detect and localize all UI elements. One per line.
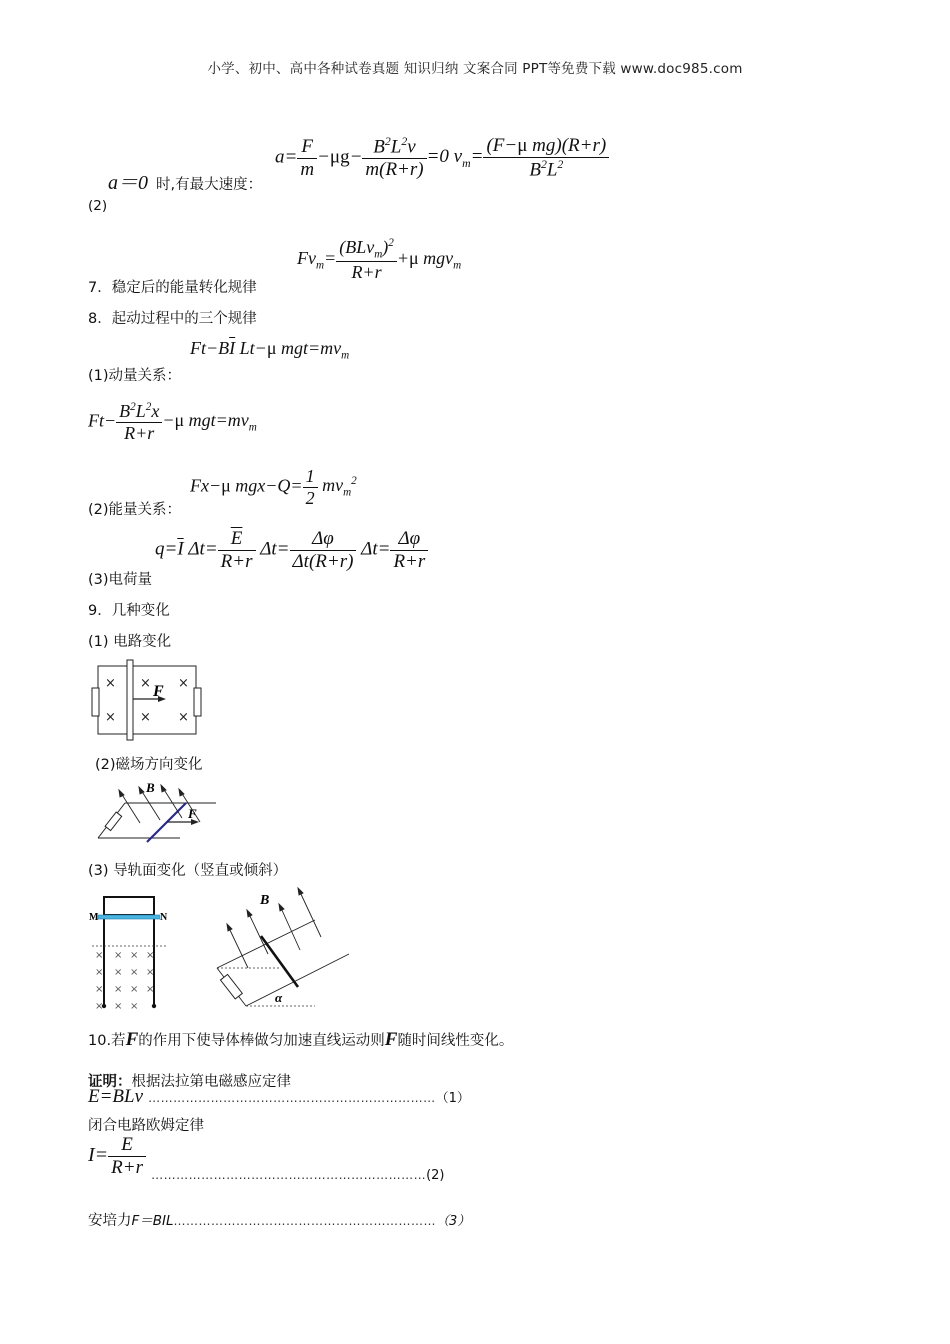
proof-head: 证明： xyxy=(88,1074,132,1090)
svg-text:×: × xyxy=(140,676,151,691)
force-label-f2: F xyxy=(188,806,197,821)
svg-text:×: × xyxy=(178,676,189,691)
svg-text:×: × xyxy=(95,967,104,978)
section-7-label: 7．稳定后的能量转化规律 xyxy=(88,280,257,296)
svg-text:×: × xyxy=(114,984,123,995)
item-number-2: (2) xyxy=(88,198,108,214)
section-9-label: 9．几种变化 xyxy=(88,603,170,619)
faraday-law-label: 根据法拉第电磁感应定律 xyxy=(131,1074,291,1090)
section-10-mid: 的作用下使导体棒做匀加速直线运动则 xyxy=(138,1033,385,1049)
energy-equation: Fx−μ mgx−Q= $\frac{1}{2}$ $mv_m^2$ xyxy=(190,466,357,508)
rail-plane-label: (3) 导轨面变化（竖直或倾斜） xyxy=(88,863,288,879)
svg-text:×: × xyxy=(178,710,189,725)
energy-label: (2)能量关系： xyxy=(88,502,182,518)
n-label: N xyxy=(160,912,168,923)
max-speed-label: 时,有最大速度： xyxy=(156,177,263,193)
section-10-suffix: 随时间线性变化。 xyxy=(397,1033,514,1049)
momentum-label: (1)动量关系： xyxy=(88,368,182,384)
max-speed-equation: a= $\frac{F}{m}$ −μg− $\frac{B^2L^2v}{m(R+r)}$ =0 $v_m=$ $\frac{\text{(F−μ mg)(R+r)}}{B^2L^2}$ xyxy=(275,135,609,181)
svg-text:×: × xyxy=(114,1001,123,1012)
momentum-equation-2: Ft− $\frac{B^2L^2x}{R+r}$ −μ $mgt=mv_m$ xyxy=(88,401,257,443)
svg-text:×: × xyxy=(130,1001,139,1012)
svg-text:×: × xyxy=(140,710,151,725)
circuit-change-label: (1) 电路变化 xyxy=(88,634,172,650)
svg-text:×: × xyxy=(95,950,104,961)
svg-text:×: × xyxy=(146,950,155,961)
svg-text:×: × xyxy=(146,984,155,995)
force-symbol-2: F xyxy=(384,1029,398,1050)
svg-text:×: × xyxy=(95,984,104,995)
eq1-tag: （1） xyxy=(435,1091,470,1106)
svg-text:×: × xyxy=(114,950,123,961)
b-label-2: B xyxy=(146,780,155,795)
eq3-tag: （3） xyxy=(436,1214,471,1229)
ampere-label: 安培力 xyxy=(88,1213,132,1229)
eq2-tag: (2) xyxy=(426,1167,445,1183)
svg-text:×: × xyxy=(105,676,116,691)
equation-1-row: E=BLv ……………………………………………………………（1） xyxy=(88,1086,470,1107)
svg-text:×: × xyxy=(130,967,139,978)
condition-a-zero: a＝0 xyxy=(108,172,148,194)
svg-text:×: × xyxy=(130,984,139,995)
energy-conversion-equation: $Fv_m=$ $\frac{(BLv_m)^2}{R+r}$ +μ mgv$_m$ xyxy=(297,237,462,283)
field-direction-label: (2)磁场方向变化 xyxy=(95,757,203,773)
section-8-label: 8．起动过程中的三个规律 xyxy=(88,311,257,327)
force-symbol-1: F xyxy=(125,1029,139,1050)
ohm-law-label: 闭合电路欧姆定律 xyxy=(88,1118,204,1134)
equation-3-row: 安培力F＝BIL………………………………………………………（3） xyxy=(88,1213,471,1229)
svg-text:×: × xyxy=(95,1001,104,1012)
svg-text:×: × xyxy=(114,967,123,978)
equation-2-row: I= $\frac{E}{R+r}$ $_{\dots\dots\dots\dots\dots\dots\dots\dots\dots\dots\dots\dots\dots\dots\dots\dots\dots\dots\dots\dots\dots\dots(2)}$ xyxy=(88,1134,445,1183)
page-header: 小学、初中、高中各种试卷真题 知识归纳 文案合同 PPT等免费下载 www.doc985.com xyxy=(207,61,743,77)
svg-text:×: × xyxy=(105,710,116,725)
charge-label: (3)电荷量 xyxy=(88,572,153,588)
force-label-f1: F xyxy=(153,683,164,700)
alpha-label: α xyxy=(275,990,283,1005)
momentum-equation-1: $Ft-B\overline{I}$ Lt−μ $mgt=mv_m$ xyxy=(190,338,350,362)
charge-equation: $q=\overline{I}$ Δt= $\frac{\overline{E}}{R+r}$ Δt= $\frac{\Delta\varphi}{\Delta t(R+r)}$ Δt= $\frac{\Delta\varphi}{R+r}$ xyxy=(155,528,428,573)
svg-text:×: × xyxy=(130,950,139,961)
ampere-equation: F＝BIL xyxy=(131,1213,174,1229)
b-label-3: B xyxy=(260,893,270,908)
svg-text:×: × xyxy=(146,967,155,978)
section-10-prefix: 10.若 xyxy=(88,1033,126,1049)
m-label: M xyxy=(89,912,99,923)
section-10 xyxy=(88,1029,513,1051)
